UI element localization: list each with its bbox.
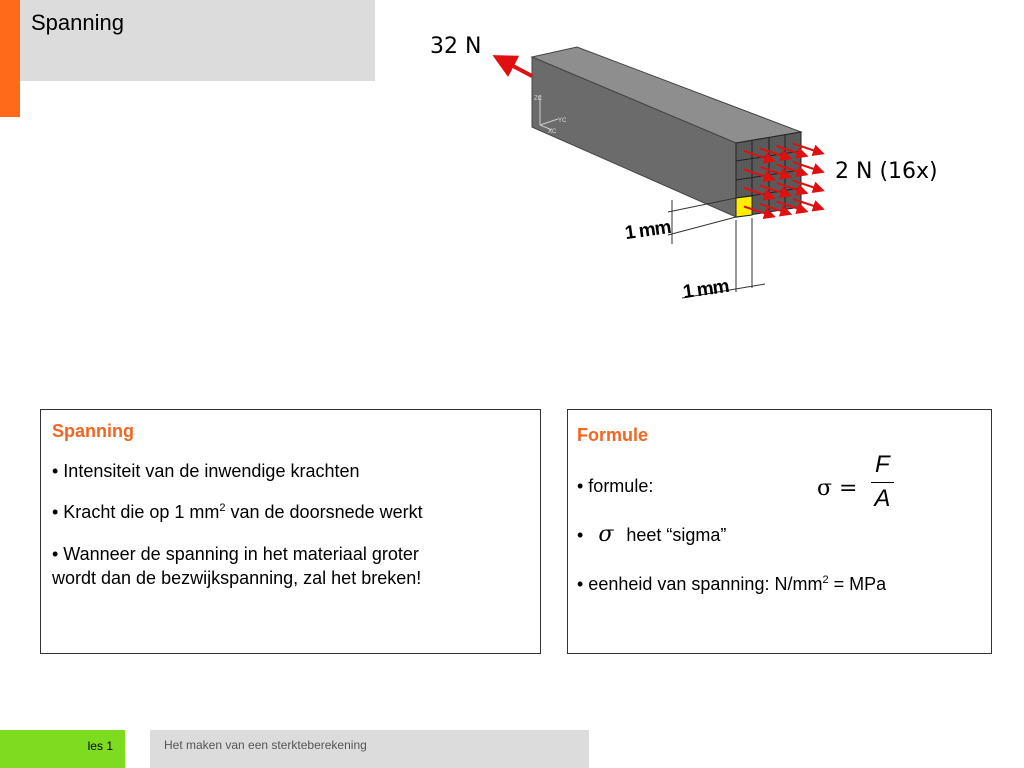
footer-lesson-box [0,730,125,768]
superscript: 2 [219,502,226,514]
sigma-symbol: σ [598,522,614,547]
formula-denominator: A [874,485,891,512]
superscript: 2 [822,574,829,586]
bullet-wanneer-line2: wordt dan de bezwijkspanning, zal het breken! [52,568,422,588]
beam-figure [420,20,980,320]
force-label-each: 2 N (16x) [835,159,938,184]
dimension-horizontal: 1 mm [681,275,730,304]
bullet-eenheid [577,572,886,596]
force-arrow-32n [496,57,532,76]
bullet-kracht-tail: van de doorsnede werkt [225,502,423,522]
axis-yc: YC [558,118,567,124]
formula-numerator: F [871,451,894,483]
footer-title: Het maken van een sterkteberekening [164,738,367,752]
bullet-kracht [52,500,423,524]
formula-lhs: σ = [817,476,858,501]
bullet-kracht-text: • Kracht die op 1 mm [52,502,220,522]
force-label-total: 32 N [430,34,482,59]
bullet-dot: • [577,525,584,545]
spanning-heading: Spanning [52,421,134,441]
spanning-box [40,409,541,654]
axis-xc: XC [548,129,557,135]
eenheid-tail: = MPa [828,574,887,594]
sigma-text: heet “sigma” [626,525,727,545]
title-box [20,0,375,81]
footer-title-box [150,730,589,768]
bullet-sigma [577,523,726,547]
bullet-intensiteit: • Intensiteit van de inwendige krachten [52,461,360,481]
formule-heading: Formule [577,425,649,445]
dimension-vertical: 1 mm [623,216,672,245]
axis-zc: ZC [534,96,542,102]
eenheid-text: • eenheid van spanning: N/mm [577,574,823,594]
bullet-wanneer-line1: • Wanneer de spanning in het materiaal groter [52,544,419,564]
bullet-formule: • formule: [577,476,654,496]
slide-title: Spanning [31,10,124,35]
formule-box [567,409,992,654]
accent-bar [0,0,20,117]
lesson-number: les 1 [87,739,113,753]
formula-fraction [871,451,894,513]
bullet-wanneer [52,542,421,590]
